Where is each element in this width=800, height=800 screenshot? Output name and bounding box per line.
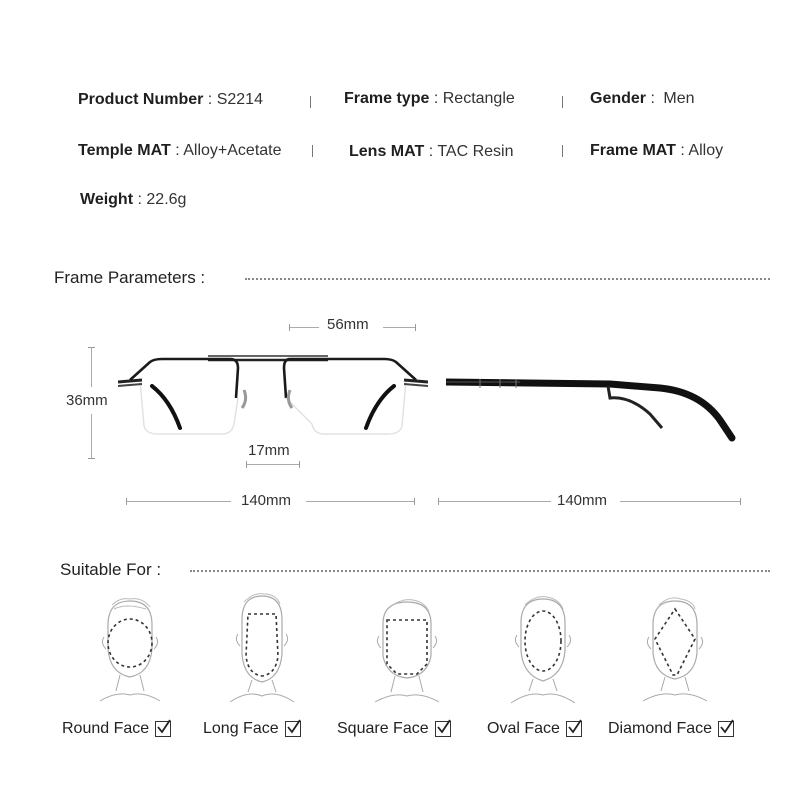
- spec-sep: :: [137, 191, 142, 208]
- dim-tick: [246, 461, 247, 468]
- spec-value: Alloy+Acetate: [183, 142, 282, 159]
- spec-key: Frame MAT: [590, 142, 676, 159]
- spec-product-number: [78, 91, 263, 109]
- dim-tick: [88, 458, 95, 459]
- bridge-label: 17mm: [248, 442, 290, 459]
- face-label-text: Diamond Face: [608, 720, 713, 737]
- round-face-icon: [90, 595, 170, 705]
- dim-line: [246, 464, 300, 465]
- divider: [310, 96, 311, 108]
- face-label-text: Long Face: [203, 720, 279, 737]
- dim-tick: [299, 461, 300, 468]
- frame-parameters-title: Frame Parameters :: [54, 268, 206, 287]
- dotted-divider: [190, 570, 770, 572]
- spec-weight: [80, 191, 186, 209]
- spec-sep: :: [175, 142, 180, 159]
- divider: [562, 145, 563, 157]
- spec-key: Frame type: [344, 90, 430, 107]
- spec-sep: :: [428, 143, 434, 160]
- dim-tick: [88, 347, 95, 348]
- checkbox-icon: [718, 721, 734, 737]
- dim-tick: [414, 498, 415, 505]
- face-square: [337, 720, 451, 738]
- spec-value: Rectangle: [442, 90, 515, 107]
- checkbox-icon: [155, 721, 171, 737]
- spec-sep: :: [207, 91, 213, 108]
- dim-tick: [438, 498, 439, 505]
- spec-gender: [590, 90, 695, 108]
- spec-frame-type: [344, 90, 515, 108]
- spec-value: Men: [663, 90, 695, 107]
- spec-lens-mat: [349, 143, 514, 161]
- spec-key: Weight: [80, 191, 134, 208]
- glasses-front-view: [118, 350, 428, 440]
- spec-sep: :: [650, 90, 655, 107]
- spec-value: S2214: [216, 91, 263, 108]
- lens-height-label: 36mm: [66, 392, 108, 409]
- diamond-face-icon: [635, 595, 715, 705]
- spec-sep: :: [433, 90, 439, 107]
- checkbox-icon: [285, 721, 301, 737]
- spec-temple-mat: [78, 142, 282, 160]
- suitable-for-title: Suitable For :: [60, 560, 162, 579]
- dim-line: [438, 501, 551, 502]
- lens-width-label: 56mm: [327, 316, 369, 333]
- dim-line: [126, 501, 231, 502]
- dim-tick: [126, 498, 127, 505]
- dim-line: [91, 414, 92, 458]
- divider: [312, 145, 313, 157]
- dim-tick: [740, 498, 741, 505]
- spec-frame-mat: [590, 142, 723, 160]
- spec-key: Product Number: [78, 91, 204, 108]
- dim-line: [383, 327, 415, 328]
- spec-value: Alloy: [688, 142, 724, 159]
- dim-tick: [415, 324, 416, 331]
- face-label-text: Round Face: [62, 720, 150, 737]
- checkbox-icon: [435, 721, 451, 737]
- dim-line: [306, 501, 414, 502]
- face-label-text: Oval Face: [487, 720, 560, 737]
- face-round: [62, 720, 171, 738]
- temple-length-label: 140mm: [557, 492, 608, 509]
- checkbox-icon: [566, 721, 582, 737]
- dim-line: [289, 327, 319, 328]
- face-diamond: [608, 720, 734, 738]
- glasses-side-view: [440, 370, 750, 450]
- face-oval: [487, 720, 582, 738]
- dim-line: [91, 347, 92, 387]
- spec-key: Lens MAT: [349, 143, 425, 160]
- spec-sep: :: [680, 142, 685, 159]
- dim-tick: [289, 324, 290, 331]
- spec-value: TAC Resin: [437, 143, 514, 160]
- spec-key: Gender: [590, 90, 647, 107]
- frame-width-label: 140mm: [241, 492, 292, 509]
- divider: [562, 96, 563, 108]
- spec-value: 22.6g: [146, 191, 187, 208]
- oval-face-icon: [503, 593, 583, 705]
- face-label-text: Square Face: [337, 720, 429, 737]
- square-face-icon: [367, 596, 447, 706]
- spec-key: Temple MAT: [78, 142, 171, 159]
- dotted-divider: [245, 278, 770, 280]
- dim-line: [620, 501, 740, 502]
- long-face-icon: [222, 592, 302, 704]
- face-long: [203, 720, 301, 738]
